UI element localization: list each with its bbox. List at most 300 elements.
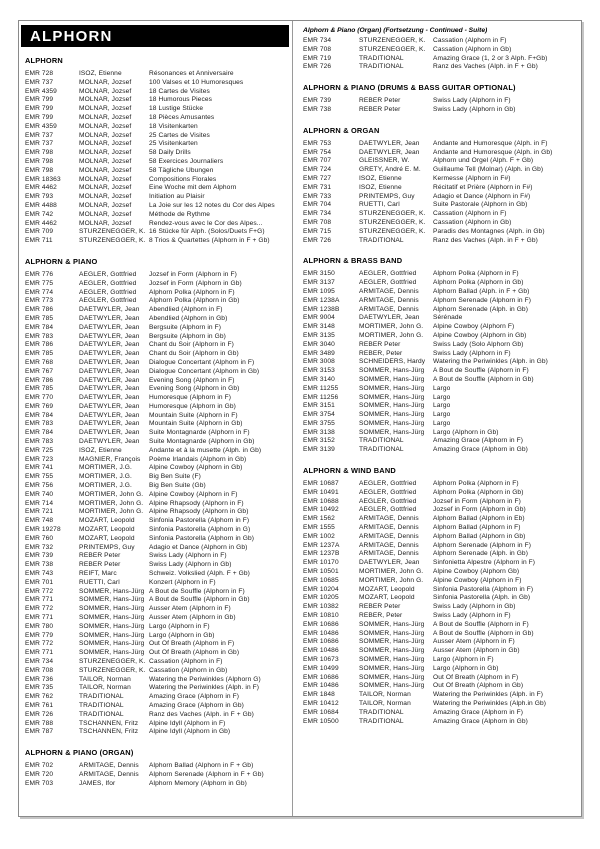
catalog-row (25, 596, 288, 605)
emr-code: EMR 783 (25, 332, 54, 340)
emr-code: EMR 767 (25, 367, 54, 375)
piece-title: Compositions Florales (149, 175, 217, 183)
emr-code: EMR 3489 (303, 349, 335, 357)
catalog-row (25, 728, 288, 737)
left-column (19, 21, 293, 816)
emr-code: EMR 709 (25, 228, 54, 236)
piece-title: Alpine Cowboy (Alphorn in Gb) (433, 331, 527, 339)
catalog-row (303, 656, 577, 665)
piece-title: Kermesse (Alphorn in F#) (433, 174, 511, 182)
catalog-row (25, 420, 288, 429)
piece-title: Largo (Alphorn in F) (433, 656, 494, 664)
catalog-row (303, 46, 577, 55)
composer-name: REBER Peter (359, 97, 401, 105)
catalog-row (303, 682, 577, 691)
composer-name: MOLNAR, Jozsef (79, 175, 132, 183)
piece-title: A Bout de Souffle (Alphorn in Gb) (433, 629, 534, 637)
emr-code: EMR 728 (25, 70, 54, 77)
piece-title: 18 Humorous Pieces (149, 96, 213, 104)
composer-name: AEGLER, Gottfried (359, 506, 417, 514)
catalog-row (303, 323, 577, 332)
composer-name: REBER, Peter (359, 612, 403, 620)
emr-code: EMR 10685 (303, 576, 339, 584)
emr-code: EMR 3150 (303, 270, 335, 278)
composer-name: MOLNAR, Jozsef (79, 201, 132, 209)
emr-code: EMR 10382 (303, 603, 339, 611)
emr-code: EMR 787 (25, 728, 54, 736)
composer-name: DAETWYLER, Jean (79, 385, 140, 393)
catalog-row (25, 632, 288, 641)
piece-title: Bergsuite (Alphorn in F) (149, 323, 222, 331)
composer-name: STURZENEGGER, K. (359, 218, 426, 226)
piece-title: Humoresque (Alphorn in Gb) (149, 402, 236, 410)
emr-code: EMR 776 (25, 270, 54, 278)
composer-name: DAETWYLER, Jean (79, 429, 140, 437)
emr-code: EMR 726 (303, 63, 332, 71)
emr-code: EMR 786 (25, 376, 54, 384)
catalog-row (303, 219, 577, 228)
emr-code: EMR 10499 (303, 664, 339, 672)
piece-title: Out Of Breath (Alphorn in F) (433, 673, 519, 681)
catalog-row (25, 158, 288, 167)
catalog-row (25, 220, 288, 229)
composer-name: GLEISSNER, W. (359, 157, 410, 165)
composer-name: TRADITIONAL (359, 708, 404, 716)
catalog-row (25, 720, 288, 729)
composer-name: STURZENEGGER, K. (79, 237, 146, 245)
piece-title: 18 Pièces Amusantes (149, 113, 215, 121)
piece-title: Alpine Rhapsody (Alphorn in Gb) (149, 508, 249, 516)
piece-title: Adagio et Dance (Alphorn in Gb) (149, 543, 248, 551)
composer-name: TRADITIONAL (79, 693, 124, 701)
page-title: ALPHORN (30, 27, 113, 45)
piece-title: Rendez-vous avec le Cor des Alpes... (149, 219, 263, 227)
catalog-row (25, 570, 288, 579)
piece-title: Largo (433, 411, 451, 419)
catalog-row (303, 314, 577, 323)
catalog-row (303, 279, 577, 288)
piece-title: Evening Song (Alphorn in Gb) (149, 385, 240, 393)
piece-title: Watering the Periwinkles (Alph.in Gb) (433, 700, 547, 707)
piece-title: Big Ben Suite (F) (149, 473, 201, 481)
catalog-row (303, 515, 577, 524)
emr-code: EMR 4488 (25, 201, 57, 209)
emr-code: EMR 3008 (303, 358, 335, 366)
emr-code: EMR 771 (25, 614, 54, 622)
composer-name: ARMITAGE, Dennis (359, 541, 419, 549)
piece-title: Méthode de Rythme (149, 210, 211, 218)
emr-code: EMR 10486 (303, 629, 339, 637)
piece-title: Watering the Periwinkles (Alphorn G) (149, 675, 261, 683)
catalog-row (25, 341, 288, 350)
composer-name: AEGLER, Gottfried (359, 279, 417, 287)
piece-title: Sinfonietta Alpestre (Alphorn in F) (433, 559, 536, 567)
catalog-row (303, 376, 577, 385)
piece-title: Amazing Grace (Alphorn in Gb) (433, 717, 528, 725)
emr-code: EMR 707 (303, 157, 332, 165)
catalog-row (303, 55, 577, 64)
section-heading: ALPHORN & BRASS BAND (303, 256, 403, 266)
catalog-row (303, 358, 577, 367)
composer-name: SOMMER, Hans-Jürg (359, 402, 425, 410)
composer-name: ARMITAGE, Dennis (79, 762, 139, 770)
section-heading: ALPHORN & ORGAN (303, 125, 380, 135)
piece-title: Andante and Humoresque (Alph. in F) (433, 139, 548, 147)
composer-name: SOMMER, Hans-Jürg (359, 656, 425, 664)
catalog-row (25, 771, 288, 780)
composer-name: SOMMER, Hans-Jürg (359, 620, 425, 628)
catalog-row (303, 106, 577, 115)
catalog-row (25, 315, 288, 324)
piece-title: 16 Stücke für Alph. (Solos/Duets F+G) (149, 228, 265, 236)
piece-title: Swiss Lady (Alphorn in Gb) (433, 603, 516, 611)
composer-name: STURZENEGGER, K. (79, 666, 146, 674)
emr-code: EMR 719 (303, 54, 332, 62)
composer-name: SOMMER, Hans-Jürg (359, 384, 425, 392)
piece-title: Amazing Grace (Alphorn in F) (149, 693, 240, 701)
piece-title: Konzert (Alphorn in F) (149, 578, 216, 586)
piece-title: Swiss Lady (Alphorn in F) (149, 552, 227, 560)
piece-title: Swiss Lady (Alphorn in F) (433, 612, 511, 620)
piece-title: Ausser Atem (Alphorn in F) (149, 605, 231, 613)
piece-title: Chant du Soir (Alphorn in Gb) (149, 350, 239, 358)
composer-name: REBER Peter (79, 552, 121, 560)
emr-code: EMR 772 (25, 640, 54, 648)
composer-name: MOLNAR, Jozsef (79, 184, 132, 192)
emr-code: EMR 785 (25, 314, 54, 322)
section-heading: ALPHORN (25, 56, 63, 65)
piece-title: Jozsef in Form (Alphorn in Gb) (149, 279, 242, 287)
catalog-row (303, 350, 577, 359)
catalog-row (303, 175, 577, 184)
emr-code: EMR 701 (25, 578, 54, 586)
piece-title: Abendlied (Alphorn in F) (149, 306, 223, 314)
composer-name: SOMMER, Hans-Jürg (79, 631, 145, 639)
composer-name: SOMMER, Hans-Jürg (359, 629, 425, 637)
piece-title: Alphorn Serenade (Alph. in Gb) (433, 550, 528, 558)
emr-code: EMR 1555 (303, 524, 335, 532)
emr-code: EMR 734 (303, 210, 332, 218)
catalog-row (303, 184, 577, 193)
catalog-row (303, 718, 577, 727)
piece-title: 8 Trios & Quartettes (Alphorn in F + Gb) (149, 237, 270, 245)
composer-name: DAETWYLER, Jean (79, 367, 140, 375)
catalog-row (25, 202, 288, 211)
composer-name: ARMITAGE, Dennis (359, 524, 419, 532)
emr-code: EMR 10686 (303, 638, 339, 646)
catalog-row (25, 780, 288, 789)
composer-name: MORTIMER, John G. (359, 331, 424, 339)
section-heading: Alphorn & Piano (Organ) (Fortsetzung - Continued - Suite) (303, 27, 488, 34)
emr-code: EMR 708 (25, 666, 54, 674)
catalog-row (25, 438, 288, 447)
emr-code: EMR 10170 (303, 559, 339, 567)
emr-code: EMR 4359 (25, 87, 57, 95)
composer-name: SOMMER, Hans-Jürg (359, 367, 425, 375)
composer-name: MOZART, Leopold (79, 517, 135, 525)
catalog-row (303, 594, 577, 603)
catalog-row (303, 157, 577, 166)
emr-code: EMR 726 (303, 236, 332, 244)
catalog-row (25, 676, 288, 685)
catalog-row (303, 367, 577, 376)
piece-title: Cassation (Alphorn in Gb) (149, 666, 228, 674)
piece-title: Alphorn Ballad (Alphorn in Gb) (433, 532, 526, 540)
composer-name: MOLNAR, Jozsef (79, 87, 132, 95)
composer-name: STURZENEGGER, K. (79, 658, 146, 665)
composer-name: DAETWYLER, Jean (79, 341, 140, 349)
emr-code: EMR 780 (25, 622, 54, 630)
catalog-row (25, 693, 288, 702)
catalog-row (25, 702, 288, 711)
emr-code: EMR 3153 (303, 367, 335, 375)
catalog-row (303, 480, 577, 489)
emr-code: EMR 11255 (303, 384, 339, 392)
catalog-row (25, 377, 288, 386)
emr-code: EMR 3754 (303, 411, 335, 419)
composer-name: DAETWYLER, Jean (79, 402, 140, 410)
composer-name: MOLNAR, Jozsef (79, 166, 132, 174)
composer-name: ARMITAGE, Dennis (359, 305, 419, 313)
emr-code: EMR 734 (25, 658, 54, 665)
catalog-row (303, 489, 577, 498)
catalog-row (25, 193, 288, 202)
composer-name: SOMMER, Hans-Jürg (79, 614, 145, 622)
piece-title: Big Ben Suite (Gb) (149, 482, 206, 490)
catalog-row (303, 665, 577, 674)
composer-name: STURZENEGGER, K. (79, 228, 146, 236)
catalog-row (25, 394, 288, 403)
piece-title: Suite Pastorale (Alphorn in Gb) (433, 201, 528, 209)
composer-name: TAILOR, Norman (359, 700, 411, 707)
emr-code: EMR 1238B (303, 305, 340, 313)
catalog-row (25, 132, 288, 141)
catalog-row (25, 526, 288, 535)
composer-name: SOMMER, Hans-Jürg (79, 587, 145, 595)
catalog-row (25, 491, 288, 500)
piece-title: Swiss Lady (Alphorn in Gb) (433, 105, 516, 113)
emr-code: EMR 785 (25, 385, 54, 393)
composer-name: MOLNAR, Jozsef (79, 131, 132, 139)
emr-code: EMR 799 (25, 96, 54, 104)
piece-title: Cassation (Alphorn in F) (433, 210, 507, 218)
catalog-row (25, 762, 288, 771)
piece-title: Evening Song (Alphorn in F) (149, 376, 235, 384)
catalog-row (303, 201, 577, 210)
catalog-row (25, 324, 288, 333)
composer-name: REBER Peter (79, 561, 121, 569)
catalog-row (303, 577, 577, 586)
section-heading: ALPHORN & PIANO (ORGAN) (25, 748, 134, 758)
emr-code: EMR 1002 (303, 532, 335, 540)
piece-title: Alphorn Serenade (Alphorn in F) (433, 541, 532, 549)
piece-title: Ausser Atem (Alphorn in F) (433, 638, 515, 646)
emr-code: EMR 726 (25, 710, 54, 718)
emr-code: EMR 738 (25, 561, 54, 569)
catalog-row (25, 149, 288, 158)
catalog-row (25, 271, 288, 280)
composer-name: SOMMER, Hans-Jürg (359, 682, 425, 690)
composer-name: MOLNAR, Jozsef (79, 78, 132, 86)
piece-title: Alpine Cowboy (Alphorn in F) (149, 490, 238, 498)
emr-code: EMR 3148 (303, 323, 335, 331)
catalog-row (303, 270, 577, 279)
emr-code: EMR 773 (25, 297, 54, 305)
emr-code: EMR 772 (25, 587, 54, 595)
catalog-row (25, 464, 288, 473)
emr-code: EMR 732 (25, 543, 54, 551)
composer-name: TRADITIONAL (359, 54, 404, 62)
catalog-row (25, 667, 288, 676)
catalog-row (303, 193, 577, 202)
piece-title: Sinfonia Pastorella (Alphorn in G) (149, 526, 251, 534)
piece-title: Alphorn Memory (Alphorn in Gb) (149, 779, 247, 787)
emr-code: EMR 768 (25, 358, 54, 366)
composer-name: SOMMER, Hans-Jürg (359, 419, 425, 427)
composer-name: SOMMER, Hans-Jürg (359, 375, 425, 383)
catalog-row (25, 79, 288, 88)
piece-title: Largo (433, 419, 451, 427)
catalog-row (25, 517, 288, 526)
piece-title: Out Of Breath (Alphorn in Gb) (433, 682, 524, 690)
piece-title: Amazing Grace (1, 2 or 3 Alph. F+Gb) (433, 54, 548, 62)
composer-name: DAETWYLER, Jean (79, 314, 140, 322)
piece-title: Alpine Idyll (Alphorn in F) (149, 719, 226, 727)
piece-title: Out Of Breath (Alphorn in Gb) (149, 649, 240, 657)
emr-code: EMR 736 (25, 675, 54, 683)
catalog-row (303, 542, 577, 551)
emr-code: EMR 785 (25, 350, 54, 358)
emr-code: EMR 721 (25, 508, 54, 516)
catalog-section (303, 466, 577, 726)
composer-name: SOMMER, Hans-Jürg (359, 393, 425, 401)
catalog-section (303, 126, 577, 246)
piece-title: Largo (Alphorn in Gb) (433, 428, 499, 436)
composer-name: SOMMER, Hans-Jürg (79, 605, 145, 613)
piece-title: Andante et à la musette (Alph. in Gb) (149, 446, 262, 454)
catalog-row (25, 473, 288, 482)
composer-name: RUETTI, Carl (79, 578, 120, 586)
right-column (293, 21, 581, 816)
catalog-row (25, 184, 288, 193)
catalog-row (25, 297, 288, 306)
composer-name: TRADITIONAL (359, 63, 404, 71)
catalog-row (25, 306, 288, 315)
emr-code: EMR 10686 (303, 673, 339, 681)
piece-title: Out Of Breath (Alphorn in F) (149, 640, 235, 648)
piece-title: A Bout de Souffle (Alphorn in Gb) (149, 596, 250, 604)
composer-name: DAETWYLER, Jean (79, 411, 140, 419)
emr-code: EMR 755 (25, 473, 54, 481)
catalog-row (25, 105, 288, 114)
composer-name: TRADITIONAL (359, 446, 404, 454)
catalog-row (25, 552, 288, 561)
composer-name: DAETWYLER, Jean (79, 394, 140, 402)
composer-name: AEGLER, Gottfried (79, 270, 137, 278)
piece-title: Largo (433, 393, 451, 401)
piece-title: Alphorn Polka (Alphorn in Gb) (149, 297, 240, 305)
composer-name: DAETWYLER, Jean (79, 420, 140, 428)
emr-code: EMR 3135 (303, 331, 335, 339)
catalog-row (303, 97, 577, 106)
composer-name: MORTIMER, J.G. (79, 473, 132, 481)
catalog-row (25, 289, 288, 298)
composer-name: MOLNAR, Jozsef (79, 219, 132, 227)
piece-title: Ausser Atem (Alphorn in Gb) (433, 647, 520, 655)
emr-code: EMR 714 (25, 499, 54, 507)
emr-code: EMR 18363 (25, 175, 61, 183)
composer-name: STURZENEGGER, K. (359, 37, 426, 44)
catalog-row (25, 385, 288, 394)
piece-title: Watering the Periwinkles (Alph. in Gb) (433, 358, 548, 366)
catalog-row (25, 176, 288, 185)
piece-title: Chant du Soir (Alphorn in F) (149, 341, 234, 349)
catalog-row (25, 350, 288, 359)
piece-title: Alpine Cowboy (Alphorn in F) (433, 576, 522, 584)
catalog-row (303, 621, 577, 630)
emr-code: EMR 11256 (303, 393, 339, 401)
piece-title: 58 Tägliche Übungen (149, 166, 214, 174)
composer-name: SOMMER, Hans-Jürg (79, 649, 145, 657)
catalog-row (303, 411, 577, 420)
composer-name: ARMITAGE, Dennis (359, 515, 419, 523)
piece-title: Largo (Alphorn in F) (149, 622, 210, 630)
piece-title: Dialogue Concertant (Alphorn in Gb) (149, 367, 260, 375)
emr-code: EMR 10492 (303, 506, 339, 514)
piece-title: A Bout de Souffle (Alphorn in F) (433, 620, 529, 628)
piece-title: Schweiz. Volkslied (Alph. F + Gb) (149, 570, 250, 578)
piece-title: Alphorn Serenade (Alphorn in F + Gb) (149, 770, 264, 778)
catalog-row (303, 550, 577, 559)
composer-name: MOZART, Leopold (79, 534, 135, 542)
emr-code: EMR 771 (25, 596, 54, 604)
composer-name: MORTIMER, John G. (79, 508, 144, 516)
composer-name: TAILOR, Norman (359, 691, 411, 699)
catalog-row (25, 684, 288, 693)
piece-title: Adagio et Dance (Alphorn in F#) (433, 192, 531, 200)
emr-code: EMR 799 (25, 105, 54, 113)
emr-code: EMR 798 (25, 166, 54, 174)
composer-name: MORTIMER, J.G. (79, 482, 132, 490)
catalog-row (25, 70, 288, 79)
emr-code: EMR 772 (25, 605, 54, 613)
catalog-row (25, 561, 288, 570)
emr-code: EMR 10500 (303, 717, 339, 725)
piece-title: Cassation (Alphorn in F) (149, 658, 223, 665)
emr-code: EMR 3139 (303, 446, 335, 454)
composer-name: AEGLER, Gottfried (79, 279, 137, 287)
composer-name: STURZENEGGER, K. (359, 227, 426, 235)
emr-code: EMR 10486 (303, 682, 339, 690)
emr-code: EMR 748 (25, 517, 54, 525)
emr-code: EMR 737 (25, 78, 54, 86)
composer-name: STURZENEGGER, K. (359, 45, 426, 53)
composer-name: SOMMER, Hans-Jürg (359, 673, 425, 681)
emr-code: EMR 10687 (303, 480, 339, 488)
emr-code: EMR 760 (25, 534, 54, 542)
catalog-row (303, 700, 577, 709)
piece-title: Mountain Suite (Alphorn in F) (149, 411, 238, 419)
catalog-row (303, 437, 577, 446)
piece-title: Cassation (Alphorn in Gb) (433, 45, 512, 53)
piece-title: Amazing Grace (Alphorn in F) (433, 437, 524, 445)
catalog-row (25, 359, 288, 368)
composer-name: SOMMER, Hans-Jürg (359, 664, 425, 672)
composer-name: MOLNAR, Jozsef (79, 210, 132, 218)
composer-name: AEGLER, Gottfried (359, 270, 417, 278)
piece-title: Alphorn Polka (Alphorn in F) (433, 270, 519, 278)
composer-name: SOMMER, Hans-Jürg (359, 638, 425, 646)
